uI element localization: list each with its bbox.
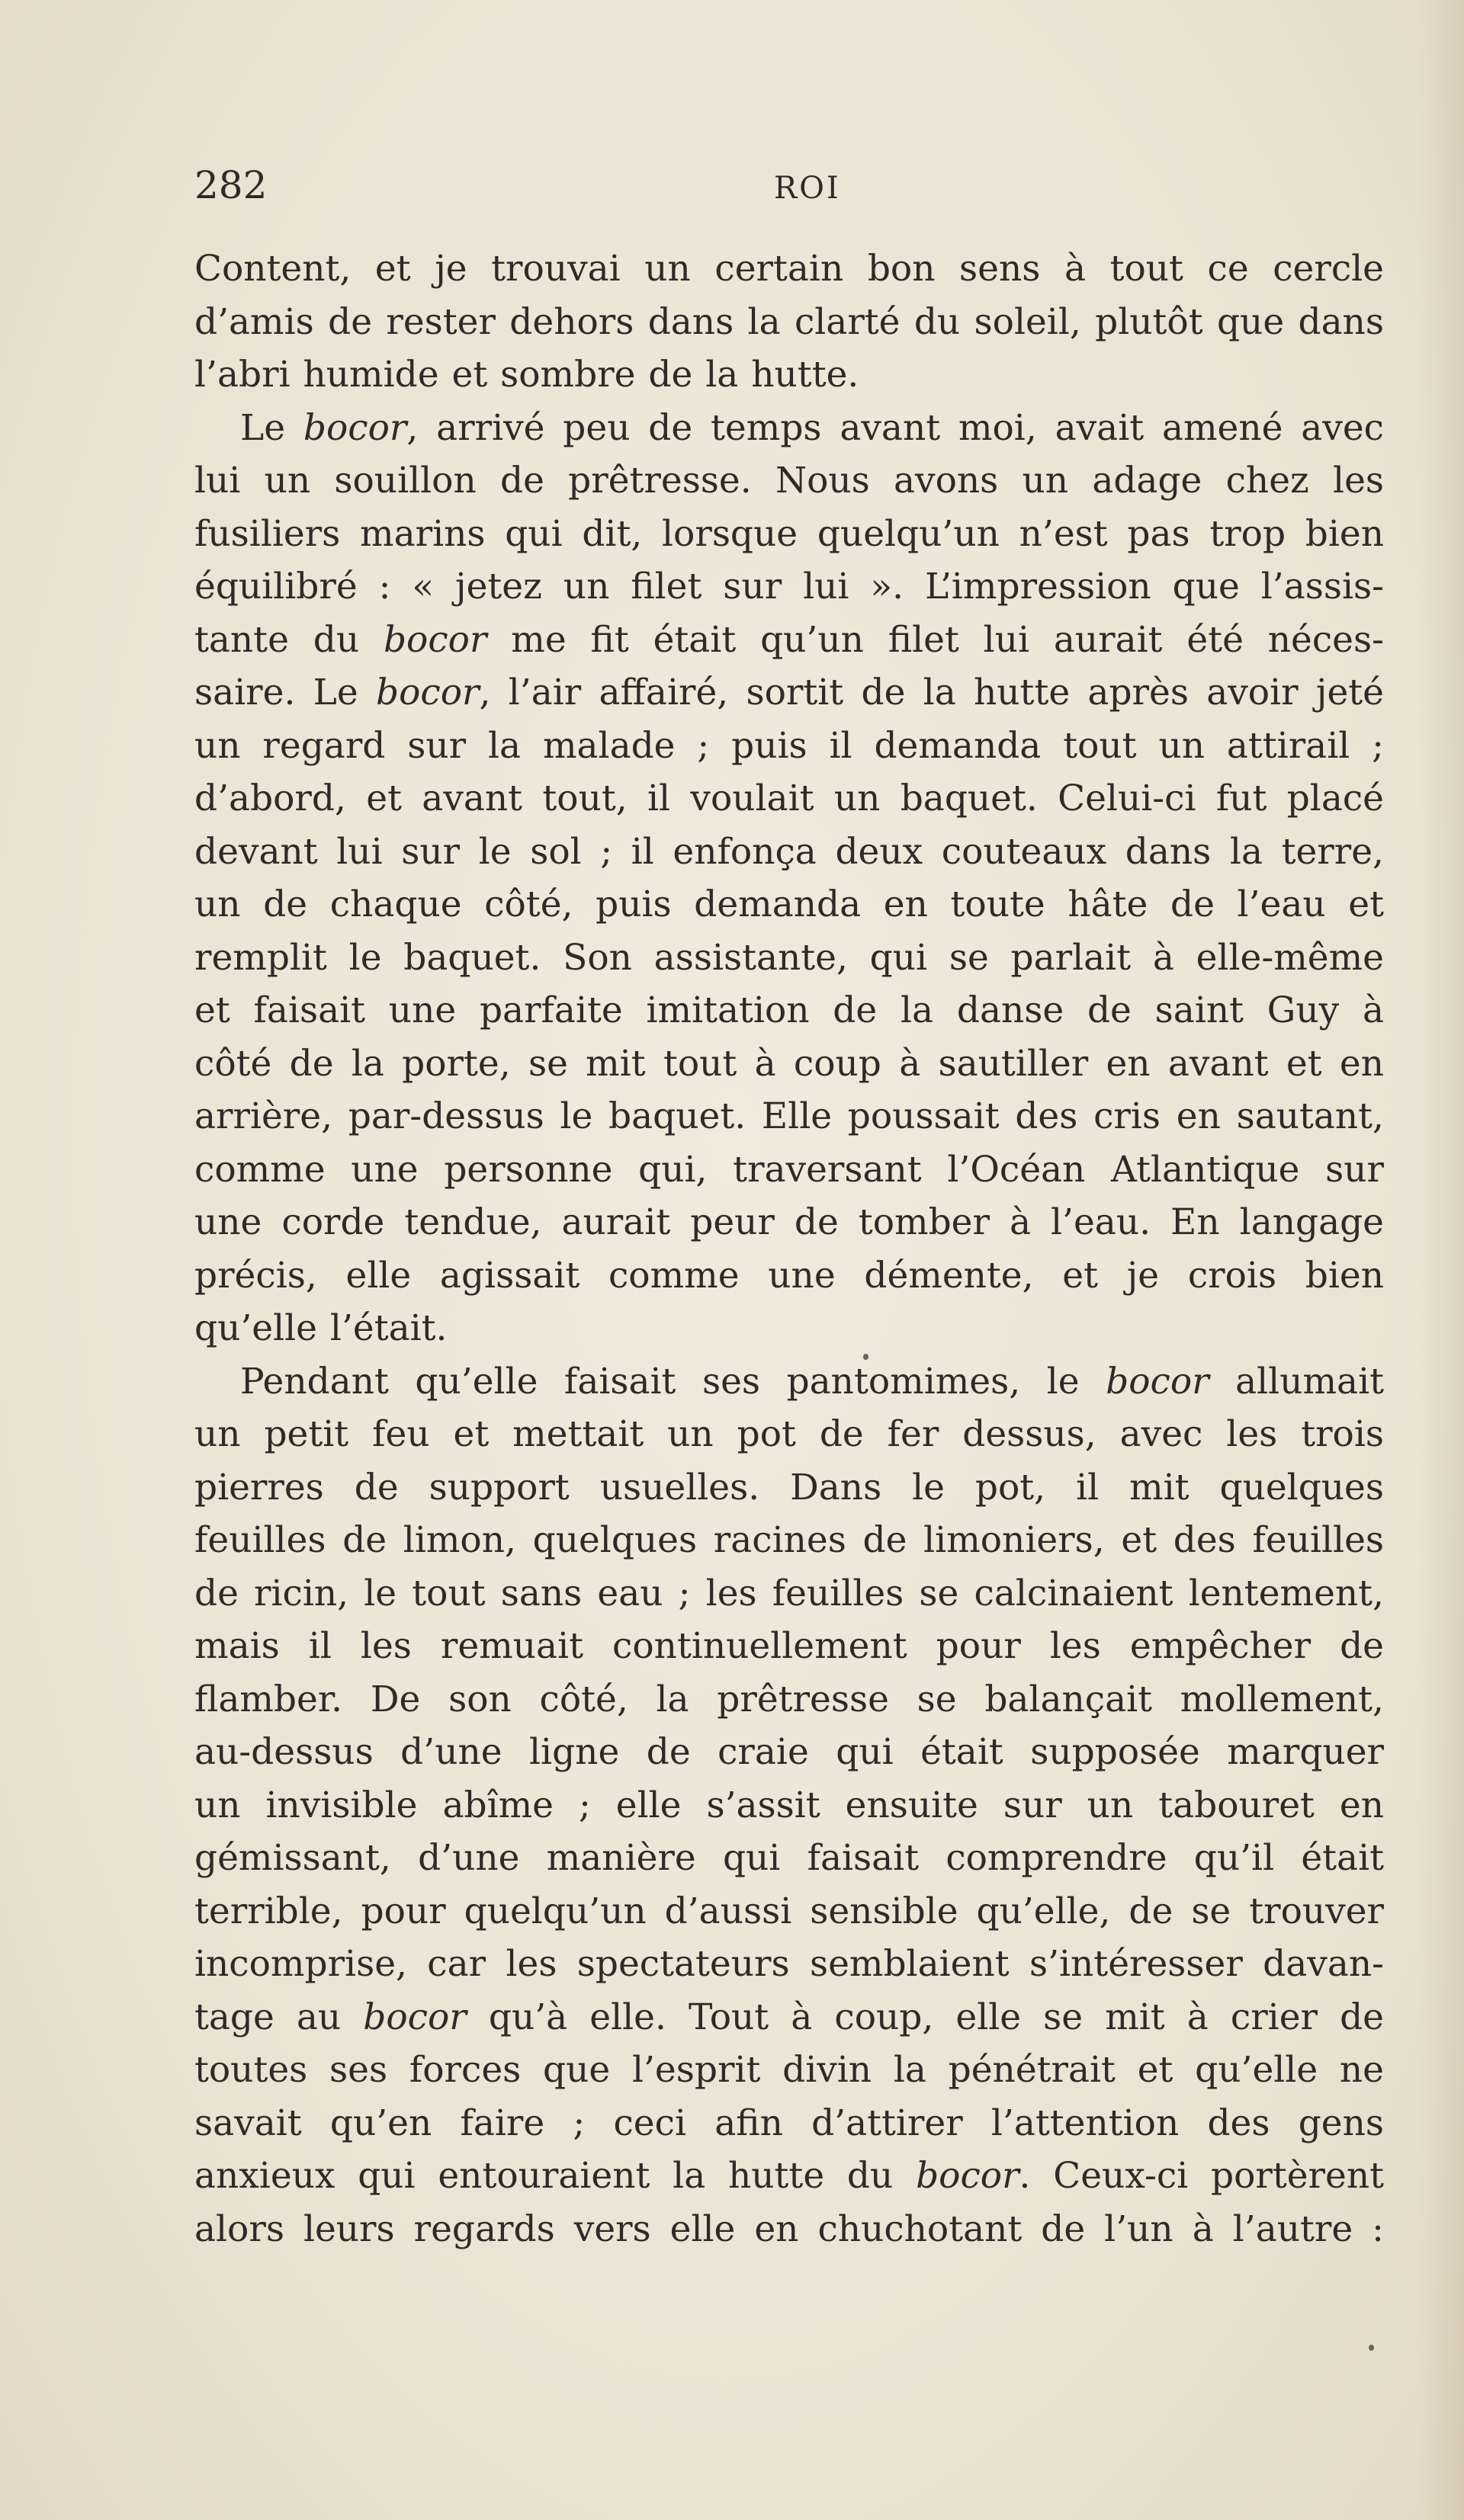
text-line: alors leurs regards vers elle en chuchotant de l’un à l’autre : [194, 2207, 1384, 2250]
text-line: d’abord, et avant tout, il voulait un baquet. Celui-ci fut placé [194, 777, 1384, 819]
text-line: toutes ses forces que l’esprit divin la pénétrait et qu’elle ne [194, 2049, 1384, 2091]
page-header [194, 159, 1384, 212]
text-line: terrible, pour quelqu’un d’aussi sensible qu’elle, de se trouver [194, 1890, 1384, 1932]
page-number: 282 [194, 163, 268, 207]
text-line: remplit le baquet. Son assistante, qui se parlait à elle-même [194, 936, 1384, 979]
text-line: feuilles de limon, quelques racines de limoniers, et des feuilles [194, 1519, 1384, 1561]
text-line: flamber. De son côté, la prêtresse se balançait mollement, [194, 1678, 1384, 1720]
text-line: tage au bocor qu’à elle. Tout à coup, elle se mit à crier de [194, 1996, 1384, 2038]
text-line: un regard sur la malade ; puis il demanda tout un attirail ; [194, 724, 1384, 767]
text-line: lui un souillon de prêtresse. Nous avons un adage chez les [194, 460, 1384, 502]
text-line: l’abri humide et sombre de la hutte. [194, 354, 859, 396]
text-line: tante du bocor me fit était qu’un filet lui aurait été néces- [194, 618, 1384, 661]
text-line: anxieux qui entouraient la hutte du bocor. Ceux-ci portèrent [194, 2155, 1384, 2197]
text-line: Content, et je trouvai un certain bon sens à tout ce cercle [194, 248, 1384, 290]
text-line: devant lui sur le sol ; il enfonça deux couteaux dans la terre, [194, 830, 1384, 873]
text-line: Pendant qu’elle faisait ses pantomimes, le bocor allumait [240, 1360, 1384, 1403]
text-line: mais il les remuait continuellement pour les empêcher de [194, 1625, 1384, 1667]
text-line: saire. Le bocor, l’air affairé, sortit de la hutte après avoir jeté [194, 672, 1384, 713]
text-line: de ricin, le tout sans eau ; les feuilles se calcinaient lentement, [194, 1572, 1384, 1614]
text-line: un invisible abîme ; elle s’assit ensuite sur un tabouret en [194, 1784, 1384, 1826]
text-line: incomprise, car les spectateurs semblaient s’intéresser davan- [194, 1943, 1384, 1985]
text-line: et faisait une parfaite imitation de la danse de saint Guy à [194, 989, 1384, 1031]
text-line: équilibré : « jetez un filet sur lui ». L’impression que l’assis- [194, 566, 1384, 608]
text-line: d’amis de rester dehors dans la clarté du soleil, plutôt que dans [194, 300, 1384, 343]
text-line: au-dessus d’une ligne de craie qui était supposée marquer [194, 1731, 1384, 1773]
text-line: fusiliers marins qui dit, lorsque quelqu’un n’est pas trop bien [194, 512, 1384, 555]
text-line: une corde tendue, aurait peur de tomber à l’eau. En langage [194, 1201, 1384, 1243]
text-line: qu’elle l’était. [194, 1307, 448, 1349]
body-text [194, 242, 1384, 2255]
text-line: précis, elle agissait comme une démente, et je crois bien [194, 1254, 1384, 1297]
text-line: gémissant, d’une manière qui faisait comprendre qu’il était [194, 1837, 1384, 1879]
ink-speck [863, 1354, 868, 1360]
ink-speck [1369, 2345, 1374, 2351]
text-line: un de chaque côté, puis demanda en toute hâte de l’eau et [194, 883, 1384, 925]
text-line: comme une personne qui, traversant l’Océan Atlantique sur [194, 1148, 1384, 1191]
text-line: un petit feu et mettait un pot de fer dessus, avec les trois [194, 1413, 1384, 1455]
text-line: pierres de support usuelles. Dans le pot, il mit quelques [194, 1466, 1384, 1508]
text-line: savait qu’en faire ; ceci afin d’attirer l’attention des gens [194, 2102, 1384, 2144]
text-line: côté de la porte, se mit tout à coup à sautiller en avant et en [194, 1042, 1384, 1085]
running-head: ROI [774, 171, 841, 206]
text-line: Le bocor, arrivé peu de temps avant moi, avait amené avec [240, 406, 1384, 449]
text-line: arrière, par-dessus le baquet. Elle poussait des cris en sautant, [194, 1095, 1384, 1137]
